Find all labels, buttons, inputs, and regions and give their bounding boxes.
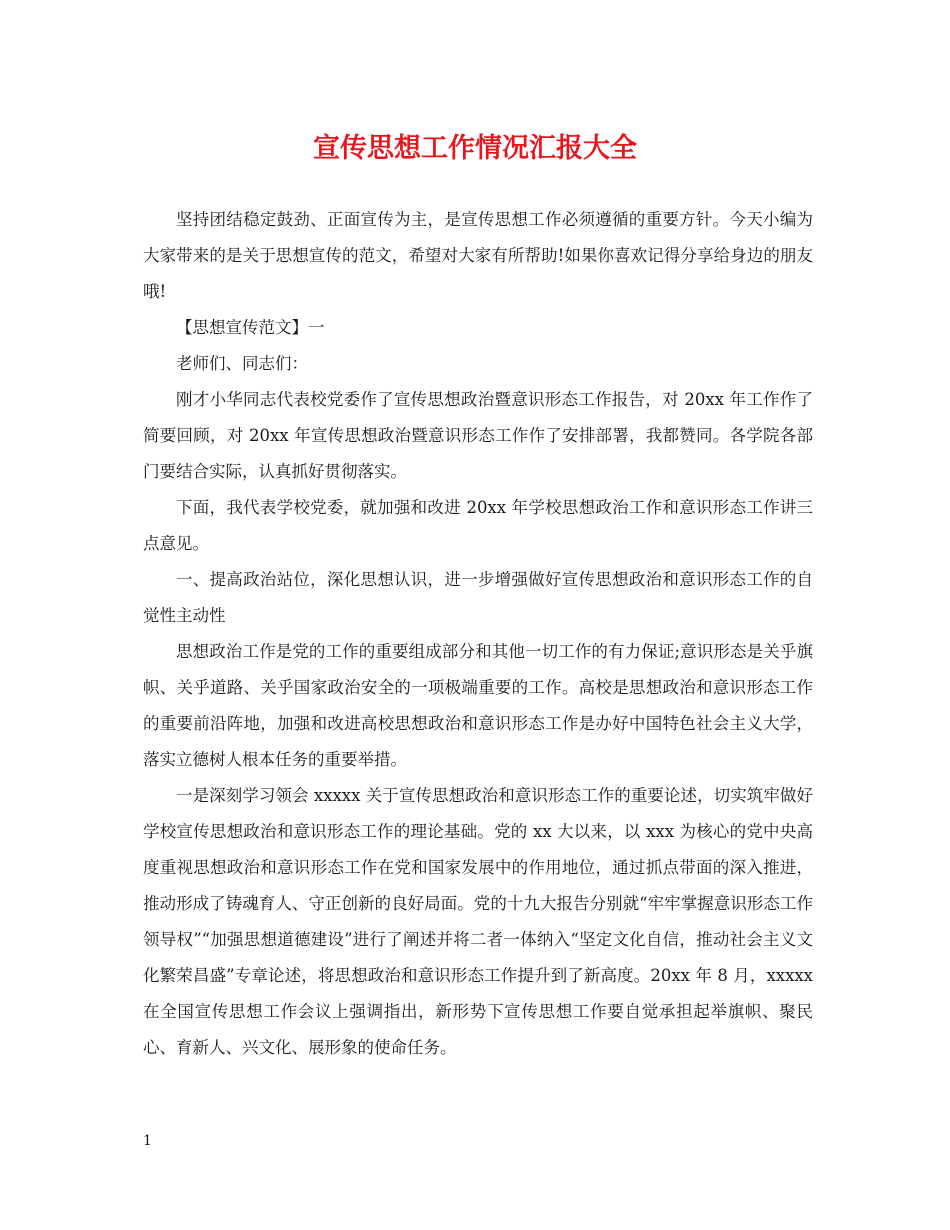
page-number: 1 — [143, 1133, 152, 1149]
document-title: 宣传思想工作情况汇报大全 — [313, 133, 637, 164]
paragraph-importance: 思想政治工作是党的工作的重要组成部分和其他一切工作的有力保证;意识形态是关乎旗帜、关乎道路、关乎国家政治安全的一项极端重要的工作。高校是思想政治和意识形态工作的重要前沿阵地，加强和改进高校思想政治和意识形态工作是办好中国特色社会主义大学，落实立德树人根本任务的重要举措。 — [143, 642, 813, 769]
paragraph-point-one-heading: 一、提高政治站位，深化思想认识，进一步增强做好宣传思想政治和意识形态工作的自觉性主动性 — [143, 570, 813, 625]
paragraph-review: 刚才小华同志代表校党委作了宣传思想政治暨意识形态工作报告，对 20xx 年工作作了简要回顾，对 20xx 年宣传思想政治暨意识形态工作作了安排部署，我都赞同。各学院各部门要结合实际，认真抓好贯彻落实。 — [143, 390, 813, 481]
paragraph-study: 一是深刻学习领会 xxxxx 关于宣传思想政治和意识形态工作的重要论述，切实筑牢做好学校宣传思想政治和意识形态工作的理论基础。党的 xx 大以来，以 xxx 为核心的党中央高度重视思想政治和意识形态工作在党和国家发展中的作用地位，通过抓点带面的深入推进，推动形成了铸魂育人、守正创新的良好局面。党的十九大报告分别就“牢牢掌握意识形态工作领导权”“加强思想道德建设”进行了阐述并将二者一体纳入“坚定文化自信，推动社会主义文化繁荣昌盛”专章论述，将思想政治和意识形态工作提升到了新高度。20xx 年 8 月，xxxxx 在全国宣传思想工作会议上强调指出，新形势下宣传思想工作要自觉承担起举旗帜、聚民心、育新人、兴文化、展形象的使命任务。 — [143, 786, 813, 1057]
paragraph-section-heading: 【思想宣传范文】一 — [176, 318, 325, 337]
document-body — [143, 202, 813, 1066]
paragraph-intro: 坚持团结稳定鼓劲、正面宣传为主，是宣传思想工作必须遵循的重要方针。今天小编为大家带来的是关于思想宣传的范文，希望对大家有所帮助!如果你喜欢记得分享给身边的朋友哦! — [143, 210, 813, 301]
paragraph-salutation: 老师们、同志们： — [176, 354, 308, 373]
paragraph-opinions: 下面，我代表学校党委，就加强和改进 20xx 年学校思想政治工作和意识形态工作讲三点意见。 — [143, 498, 813, 553]
